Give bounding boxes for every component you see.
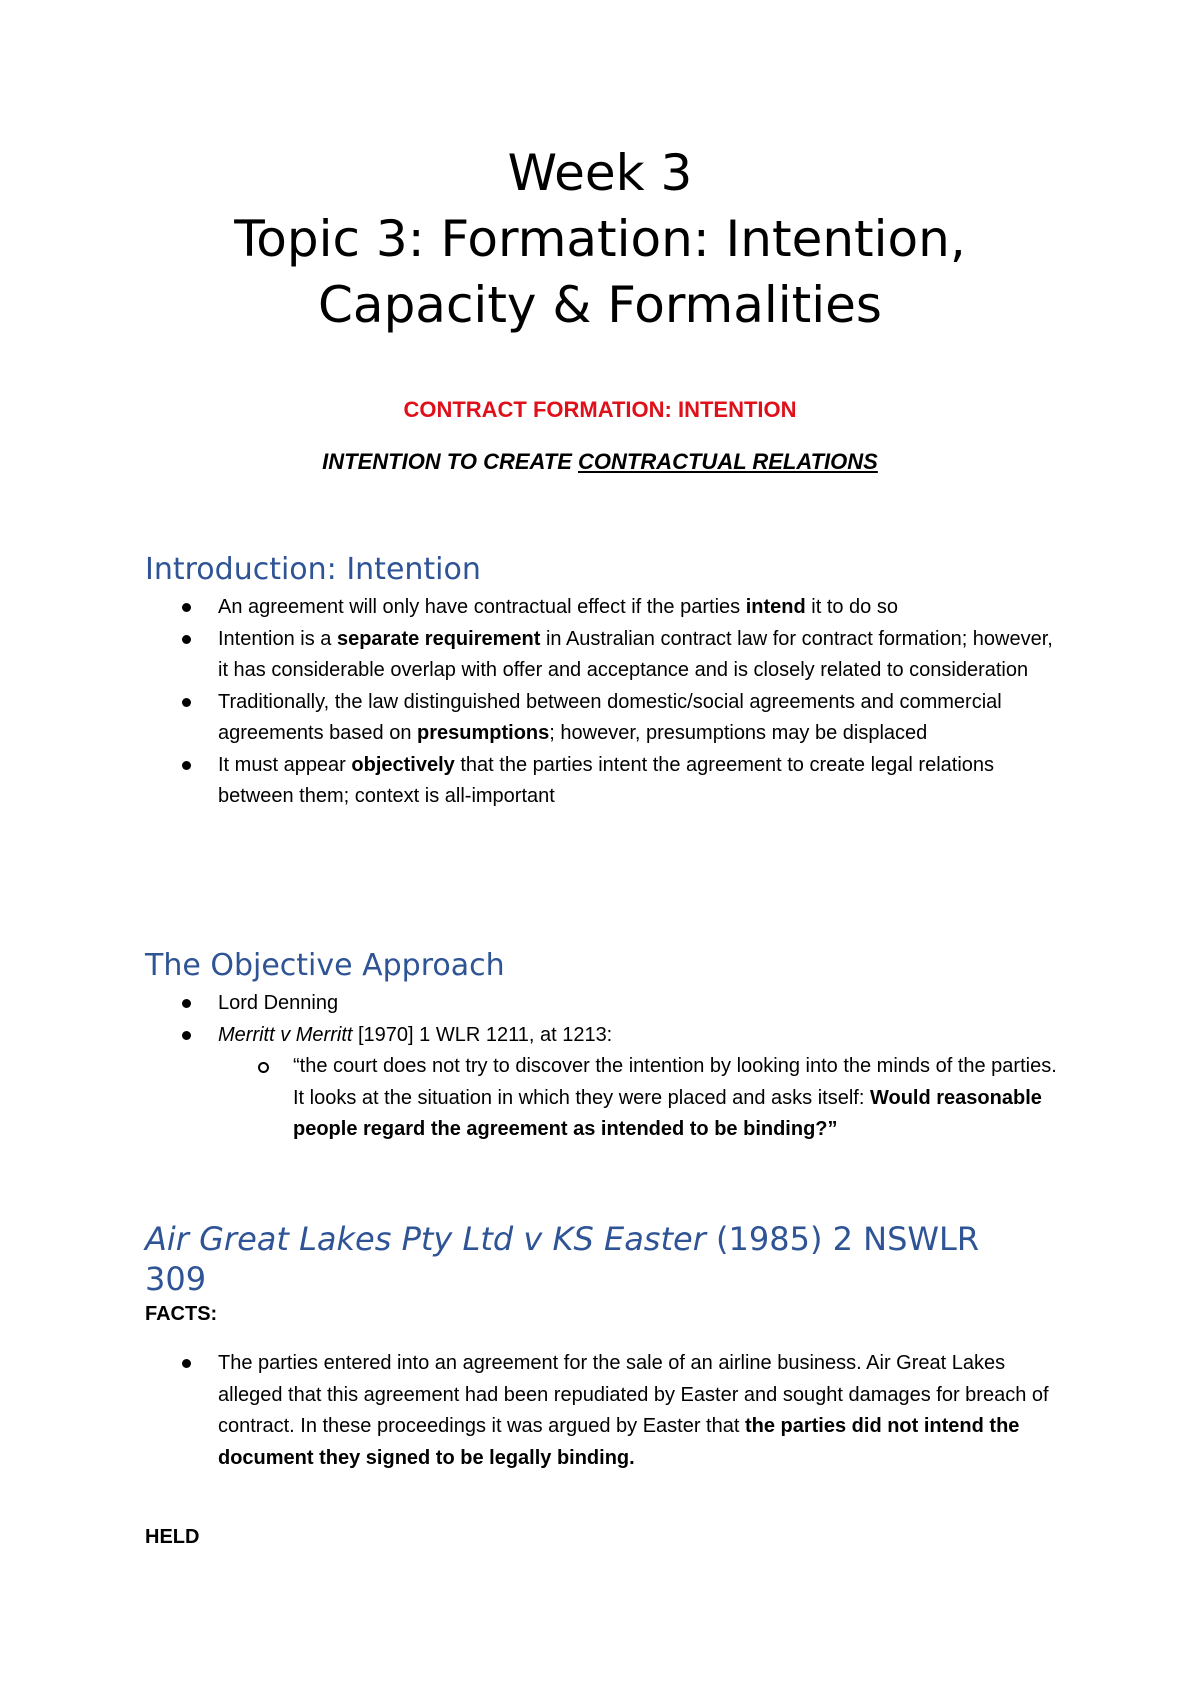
bullet-icon: [182, 635, 191, 644]
objective-bullet-list: [0, 988, 1058, 1146]
title-line-subtitle: Capacity & Formalities: [318, 276, 882, 334]
page-title: [0, 140, 1200, 338]
bullet-icon: [182, 603, 191, 612]
title-line-topic: Topic 3: Formation: Intention,: [234, 210, 966, 268]
case-name: Merritt v Merritt: [218, 1023, 353, 1046]
list-item: Lord Denning: [0, 988, 1058, 1020]
facts-label: FACTS:: [145, 1303, 218, 1325]
bullet-icon: [182, 1359, 191, 1368]
subheading-part2-underlined: CONTRACTUAL RELATIONS: [578, 449, 878, 474]
list-item: An agreement will only have contractual effect if the parties intend it to do so: [0, 592, 1058, 624]
case-title: Air Great Lakes Pty Ltd v KS Easter: [145, 1220, 706, 1258]
case-heading: [145, 1219, 1045, 1299]
contract-formation-heading: CONTRACT FORMATION: INTENTION: [403, 397, 797, 422]
list-item: It must appear objectively that the parties intent the agreement to create legal relations between them; context is all-important: [0, 750, 1058, 813]
objective-approach-heading: The Objective Approach: [145, 948, 505, 983]
intro-bullet-list: [0, 592, 1058, 813]
bullet-icon: [182, 999, 191, 1008]
list-item: Intention is a separate requirement in Australian contract law for contract formation; however, it has considerable overlap with offer and acceptance and is closely related to consideration: [0, 624, 1058, 687]
sub-list: [218, 1051, 1058, 1146]
title-line-week: Week 3: [507, 144, 693, 202]
bullet-icon: [182, 761, 191, 770]
sub-list-item: “the court does not try to discover the intention by looking into the minds of the parties. It looks at the situation in which they were placed and asks itself: Would reasonable people regard the agreement as intended to be binding?”: [218, 1051, 1068, 1146]
held-label: HELD: [145, 1526, 200, 1548]
intro-heading: Introduction: Intention: [145, 552, 481, 587]
facts-bullet-list: [0, 1348, 1058, 1474]
case-citation: (1985) 2 NSWLR 309: [145, 1220, 980, 1298]
list-item: The parties entered into an agreement for the sale of an airline business. Air Great Lakes alleged that this agreement had been repudiated by Easter and sought damages for breach of contract. In these proceedings it was argued by Easter that the parties did not intend the document they signed to be legally binding.: [0, 1348, 1058, 1474]
list-item: Merritt v Merritt [1970] 1 WLR 1211, at 1213: “the court does not try to discover the intention by looking into the minds of the parties. It looks at the situation in which they were placed and asks itself: Would reasonable people regard the agreement as intended to be binding?”: [0, 1020, 1058, 1146]
list-item: Traditionally, the law distinguished between domestic/social agreements and commercial agreements based on presumptions; however, presumptions may be displaced: [0, 687, 1058, 750]
intention-subheading: [0, 449, 1200, 475]
bullet-icon: [182, 1031, 191, 1040]
subheading-part1: INTENTION TO CREATE: [322, 449, 578, 474]
bullet-icon: [182, 698, 191, 707]
hollow-bullet-icon: [258, 1062, 269, 1073]
